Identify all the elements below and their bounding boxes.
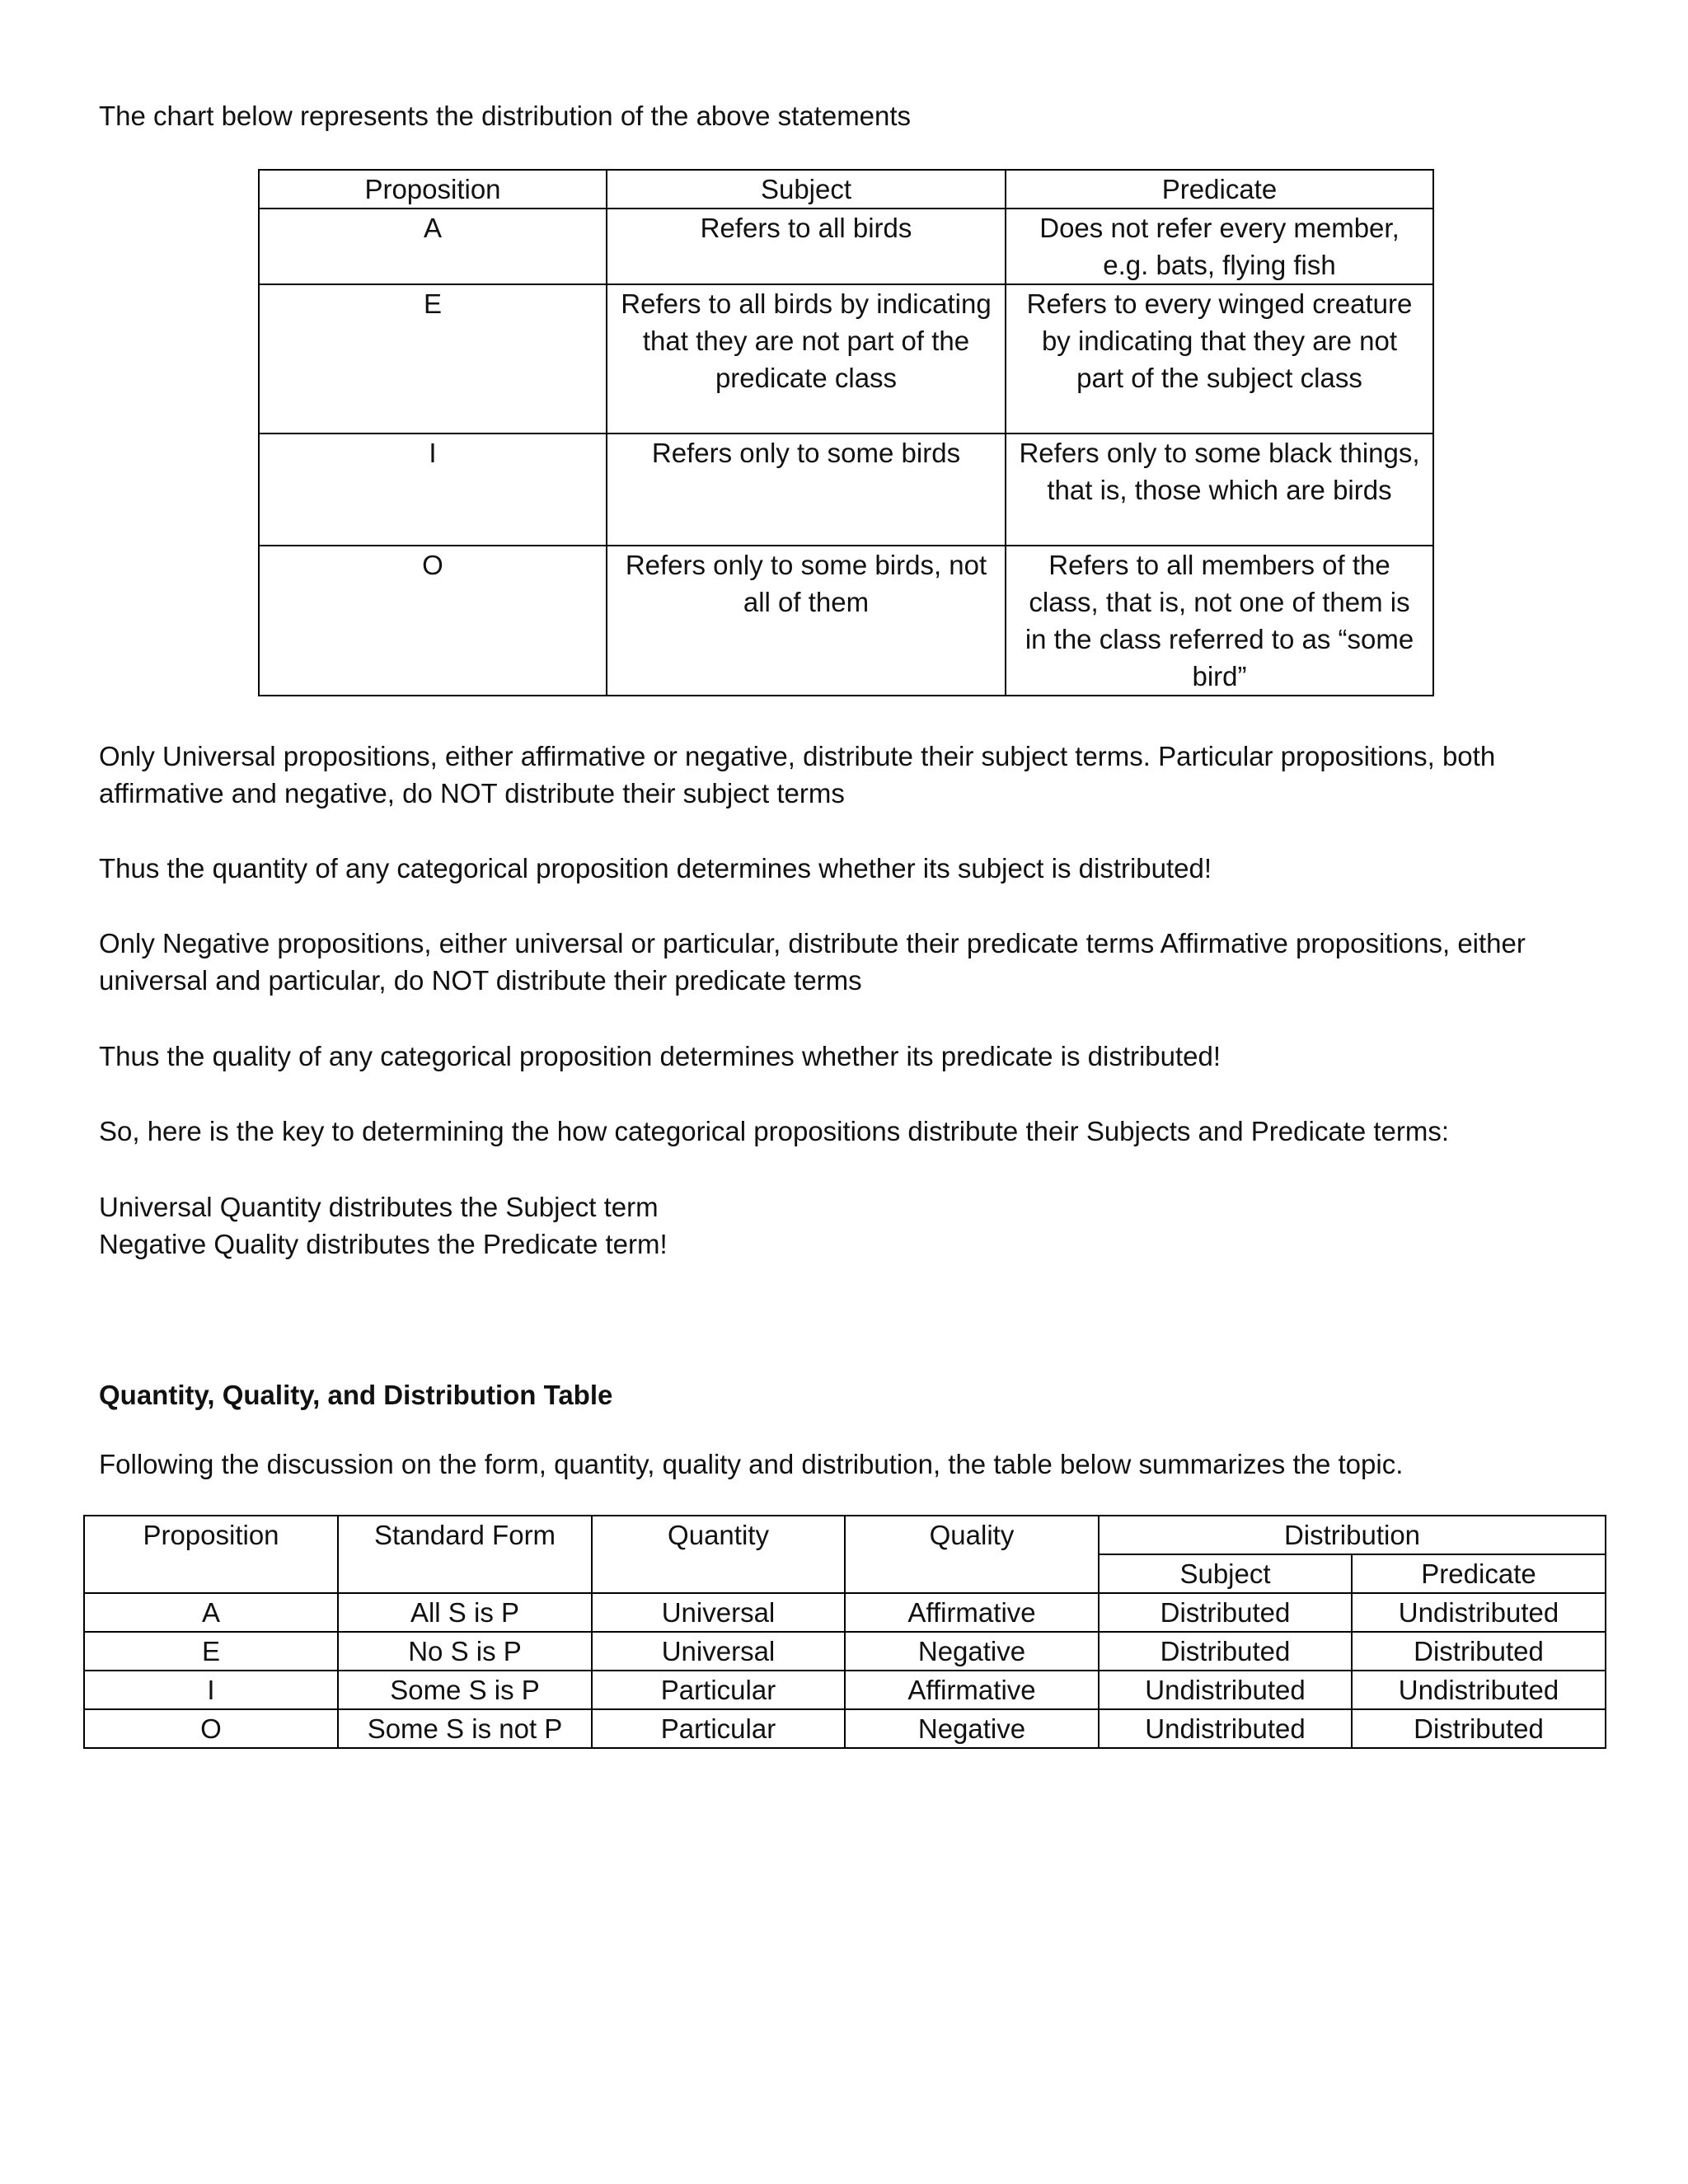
- cell-predicate: Refers only to some black things, that is, those which are birds: [1006, 434, 1433, 546]
- cell-quantity: Universal: [592, 1632, 845, 1671]
- intro-text: The chart below represents the distribution of the above statements: [99, 101, 912, 131]
- quantity-note: Thus the quantity of any categorical proposition determines whether its subject is distributed!: [99, 853, 1212, 883]
- cell-predicate: Undistributed: [1352, 1671, 1606, 1709]
- cell-quantity: Universal: [592, 1593, 845, 1632]
- table-row: [84, 1709, 1606, 1748]
- summary-table: [83, 1515, 1606, 1749]
- cell-quantity: Particular: [592, 1671, 845, 1709]
- negative-paragraph: Only Negative propositions, either universal or particular, distribute their predicate terms Affirmative propositions, either universal and particular, do NOT distribute their predicate terms: [99, 928, 1526, 996]
- header-distribution: Distribution: [1099, 1516, 1606, 1554]
- cell-quality: Affirmative: [845, 1593, 1099, 1632]
- header-predicate: Predicate: [1006, 170, 1433, 209]
- cell-subject: Refers to all birds by indicating that they are not part of the predicate class: [607, 284, 1006, 434]
- header-distribution-predicate: Predicate: [1352, 1554, 1606, 1593]
- section-heading: Quantity, Quality, and Distribution Table: [99, 1380, 613, 1410]
- key-paragraph: So, here is the key to determining the how categorical propositions distribute their Subjects and Predicate terms:: [99, 1116, 1450, 1146]
- header-quality: Quality: [845, 1516, 1099, 1593]
- cell-quality: Affirmative: [845, 1671, 1099, 1709]
- header-distribution-subject: Subject: [1099, 1554, 1352, 1593]
- quality-note: Thus the quality of any categorical proposition determines whether its predicate is distributed!: [99, 1041, 1221, 1071]
- cell-form: Some S is not P: [338, 1709, 592, 1748]
- universal-paragraph: Only Universal propositions, either affirmative or negative, distribute their subject terms. Particular propositions, both affirmative and negative, do NOT distribute their subject terms: [99, 741, 1496, 808]
- cell-subject: Undistributed: [1099, 1671, 1352, 1709]
- cell-proposition: I: [259, 434, 607, 546]
- header-proposition: Proposition: [84, 1516, 338, 1593]
- section-intro: Following the discussion on the form, quantity, quality and distribution, the table below summarizes the topic.: [99, 1449, 1404, 1479]
- cell-quality: Negative: [845, 1709, 1099, 1748]
- cell-predicate: Distributed: [1352, 1709, 1606, 1748]
- cell-predicate: Distributed: [1352, 1632, 1606, 1671]
- table-row: [259, 209, 1433, 284]
- header-proposition: Proposition: [259, 170, 607, 209]
- key-lines: [99, 1188, 1589, 1263]
- table-row: [259, 284, 1433, 434]
- table-header-row: [84, 1516, 1606, 1554]
- cell-proposition: A: [259, 209, 607, 284]
- cell-proposition: I: [84, 1671, 338, 1709]
- table-row: [84, 1593, 1606, 1632]
- cell-subject: Refers only to some birds, not all of them: [607, 546, 1006, 696]
- cell-proposition: O: [84, 1709, 338, 1748]
- cell-form: No S is P: [338, 1632, 592, 1671]
- cell-proposition: O: [259, 546, 607, 696]
- key-line-subject: Universal Quantity distributes the Subject term: [99, 1192, 659, 1222]
- header-quantity: Quantity: [592, 1516, 845, 1593]
- cell-form: All S is P: [338, 1593, 592, 1632]
- cell-subject: Refers only to some birds: [607, 434, 1006, 546]
- cell-predicate: Refers to every winged creature by indicating that they are not part of the subject class: [1006, 284, 1433, 434]
- cell-subject: Undistributed: [1099, 1709, 1352, 1748]
- cell-predicate: Refers to all members of the class, that is, not one of them is in the class referred to as “some bird”: [1006, 546, 1433, 696]
- cell-subject: Distributed: [1099, 1632, 1352, 1671]
- cell-subject: Distributed: [1099, 1593, 1352, 1632]
- table-row: [259, 546, 1433, 696]
- cell-predicate: Undistributed: [1352, 1593, 1606, 1632]
- cell-proposition: A: [84, 1593, 338, 1632]
- table-row: [84, 1671, 1606, 1709]
- cell-proposition: E: [259, 284, 607, 434]
- key-line-predicate: Negative Quality distributes the Predicate term!: [99, 1229, 668, 1259]
- table-row: [259, 434, 1433, 546]
- distribution-chart-table: [258, 169, 1434, 696]
- header-standard-form: Standard Form: [338, 1516, 592, 1593]
- cell-subject: Refers to all birds: [607, 209, 1006, 284]
- table-header-row: [259, 170, 1433, 209]
- table-row: [84, 1632, 1606, 1671]
- cell-predicate: Does not refer every member, e.g. bats, flying fish: [1006, 209, 1433, 284]
- cell-quality: Negative: [845, 1632, 1099, 1671]
- cell-quantity: Particular: [592, 1709, 845, 1748]
- header-subject: Subject: [607, 170, 1006, 209]
- cell-proposition: E: [84, 1632, 338, 1671]
- cell-form: Some S is P: [338, 1671, 592, 1709]
